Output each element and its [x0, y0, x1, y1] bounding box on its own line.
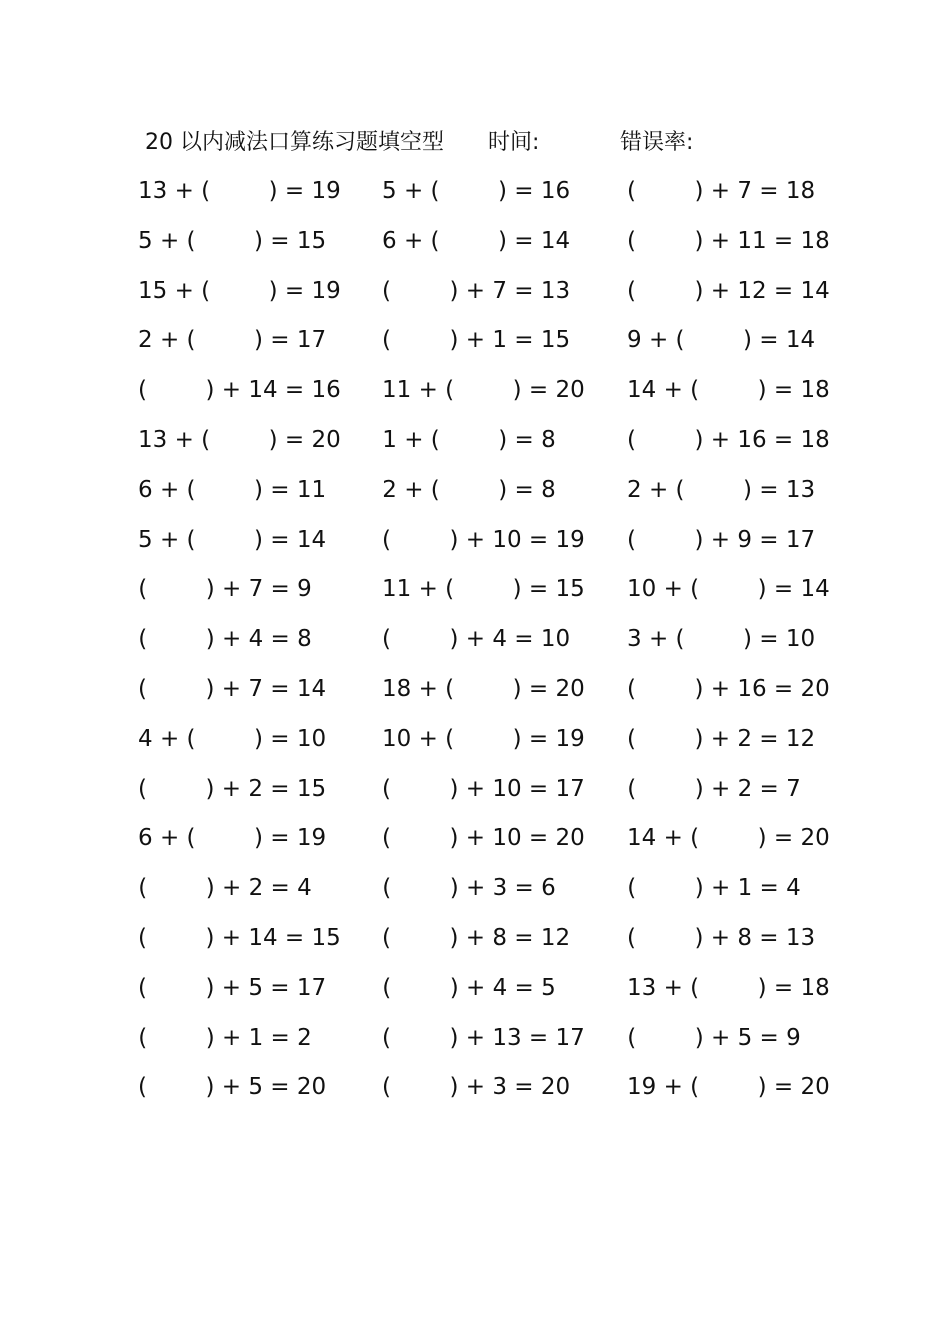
time-label: 时间:: [488, 130, 540, 155]
problem-row: [0, 622, 950, 672]
problem-item: ( ) + 16 = 20: [627, 675, 830, 702]
problem-item: 11 + ( ) = 20: [382, 377, 585, 404]
problem-row: [0, 473, 950, 523]
problem-item: ( ) + 2 = 4: [138, 875, 312, 902]
problem-item: ( ) + 4 = 5: [382, 974, 556, 1001]
problem-item: 3 + ( ) = 10: [627, 626, 816, 653]
worksheet-header: [145, 126, 845, 160]
problem-row: [0, 523, 950, 573]
problem-item: ( ) + 5 = 20: [138, 1074, 327, 1101]
problem-row: [0, 971, 950, 1021]
problem-row: [0, 224, 950, 274]
problem-grid: [0, 174, 950, 1120]
problem-row: [0, 1021, 950, 1071]
problem-item: 10 + ( ) = 14: [627, 576, 830, 603]
problem-item: ( ) + 4 = 10: [382, 626, 571, 653]
problem-item: ( ) + 13 = 17: [382, 1024, 585, 1051]
problem-item: ( ) + 2 = 12: [627, 725, 816, 752]
problem-item: 5 + ( ) = 15: [138, 227, 327, 254]
problem-item: 14 + ( ) = 18: [627, 377, 830, 404]
problem-item: ( ) + 5 = 17: [138, 974, 327, 1001]
problem-row: [0, 772, 950, 822]
problem-item: ( ) + 3 = 20: [382, 1074, 571, 1101]
problem-row: [0, 174, 950, 224]
problem-item: ( ) + 5 = 9: [627, 1024, 801, 1051]
problem-item: ( ) + 14 = 16: [138, 377, 341, 404]
problem-item: 19 + ( ) = 20: [627, 1074, 830, 1101]
problem-item: ( ) + 4 = 8: [138, 626, 312, 653]
problem-row: [0, 572, 950, 622]
problem-item: ( ) + 10 = 17: [382, 775, 585, 802]
problem-item: 6 + ( ) = 14: [382, 227, 571, 254]
problem-item: 18 + ( ) = 20: [382, 675, 585, 702]
problem-item: 15 + ( ) = 19: [138, 277, 341, 304]
problem-row: [0, 722, 950, 772]
problem-item: 2 + ( ) = 13: [627, 476, 816, 503]
problem-item: 2 + ( ) = 8: [382, 476, 556, 503]
problem-item: 6 + ( ) = 11: [138, 476, 327, 503]
problem-item: 2 + ( ) = 17: [138, 327, 327, 354]
problem-item: ( ) + 7 = 13: [382, 277, 571, 304]
problem-row: [0, 323, 950, 373]
problem-item: 5 + ( ) = 14: [138, 526, 327, 553]
error-rate-label: 错误率:: [620, 130, 694, 155]
worksheet-title: 20 以内减法口算练习题填空型: [145, 130, 444, 155]
problem-item: ( ) + 10 = 20: [382, 825, 585, 852]
problem-item: 4 + ( ) = 10: [138, 725, 327, 752]
problem-row: [0, 1070, 950, 1120]
problem-row: [0, 821, 950, 871]
problem-item: ( ) + 10 = 19: [382, 526, 585, 553]
problem-row: [0, 871, 950, 921]
problem-item: ( ) + 12 = 14: [627, 277, 830, 304]
problem-row: [0, 373, 950, 423]
problem-item: 14 + ( ) = 20: [627, 825, 830, 852]
problem-item: ( ) + 2 = 15: [138, 775, 327, 802]
problem-item: 13 + ( ) = 20: [138, 426, 341, 453]
problem-item: 11 + ( ) = 15: [382, 576, 585, 603]
problem-item: ( ) + 14 = 15: [138, 924, 341, 951]
problem-item: ( ) + 3 = 6: [382, 875, 556, 902]
problem-item: ( ) + 1 = 2: [138, 1024, 312, 1051]
problem-item: ( ) + 1 = 15: [382, 327, 571, 354]
problem-item: 13 + ( ) = 19: [138, 178, 341, 204]
problem-item: ( ) + 2 = 7: [627, 775, 801, 802]
problem-item: ( ) + 8 = 13: [627, 924, 816, 951]
problem-item: ( ) + 7 = 18: [627, 178, 816, 204]
problem-item: ( ) + 8 = 12: [382, 924, 571, 951]
problem-item: ( ) + 1 = 4: [627, 875, 801, 902]
problem-row: [0, 423, 950, 473]
problem-item: 1 + ( ) = 8: [382, 426, 556, 453]
problem-item: 6 + ( ) = 19: [138, 825, 327, 852]
problem-item: ( ) + 7 = 9: [138, 576, 312, 603]
problem-item: ( ) + 16 = 18: [627, 426, 830, 453]
problem-row: [0, 672, 950, 722]
problem-item: ( ) + 9 = 17: [627, 526, 816, 553]
problem-row: [0, 921, 950, 971]
problem-item: 5 + ( ) = 16: [382, 178, 571, 204]
problem-item: ( ) + 11 = 18: [627, 227, 830, 254]
problem-item: 9 + ( ) = 14: [627, 327, 816, 354]
problem-item: 13 + ( ) = 18: [627, 974, 830, 1001]
problem-item: ( ) + 7 = 14: [138, 675, 327, 702]
problem-row: [0, 274, 950, 324]
problem-item: 10 + ( ) = 19: [382, 725, 585, 752]
